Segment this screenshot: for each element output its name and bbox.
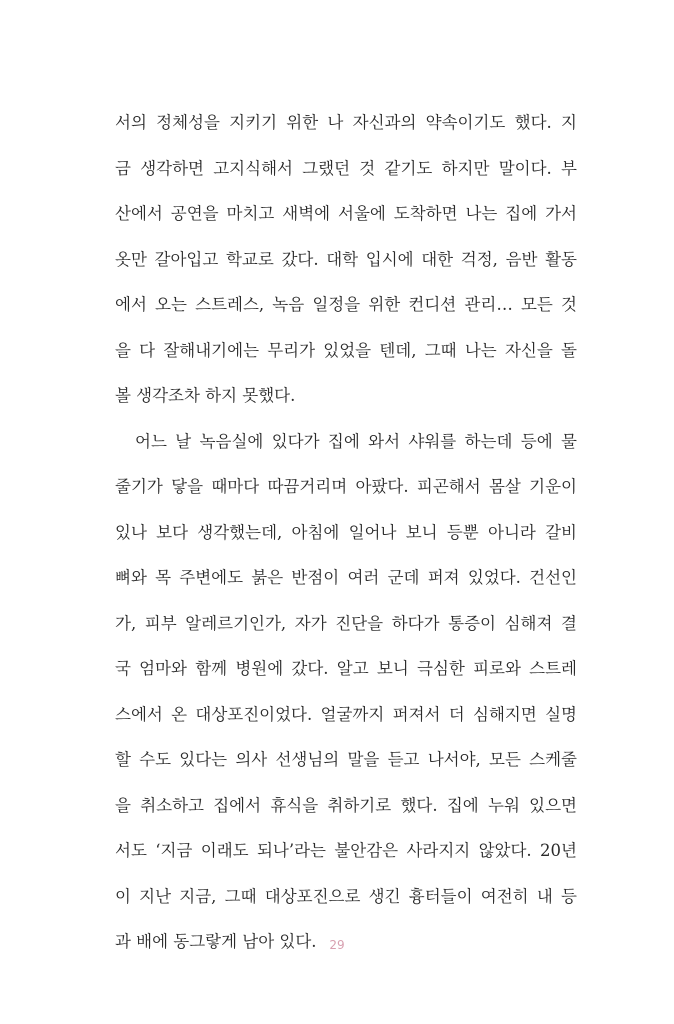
page-number: 29 <box>329 938 345 952</box>
text-line-indented: 어느 날 녹음실에 있다가 집에 와서 샤워를 하는데 등에 물 <box>135 431 577 451</box>
text-line: 할 수도 있다는 의사 선생님의 말을 듣고 나서야, 모든 스케줄 <box>115 750 577 769</box>
text-line: 가, 피부 알레르기인가, 자가 진단을 하다가 통증이 심해져 결 <box>115 613 577 633</box>
text-line: 과 배에 동그랗게 남아 있다. <box>115 932 317 951</box>
text-line: 서의 정체성을 지키기 위한 나 자신과의 약속이기도 했다. 지 <box>115 113 577 132</box>
text-line: 볼 생각조차 하지 못했다. <box>115 386 296 405</box>
text-line: 을 취소하고 집에서 휴식을 취하기로 했다. 집에 누워 있으면 <box>115 795 577 815</box>
text-line: 있나 보다 생각했는데, 아침에 일어나 보니 등뿐 아니라 갈비 <box>115 522 577 542</box>
text-line: 에서 오는 스트레스, 녹음 일정을 위한 컨디션 관리… 모든 것 <box>115 295 577 314</box>
text-line: 이 지난 지금, 그때 대상포진으로 생긴 흉터들이 여전히 내 등 <box>115 886 577 906</box>
text-line: 을 다 잘해내기에는 무리가 있었을 텐데, 그때 나는 자신을 돌 <box>115 340 577 360</box>
text-line: 국 엄마와 함께 병원에 갔다. 알고 보니 극심한 피로와 스트레 <box>115 659 577 678</box>
text-line: 스에서 온 대상포진이었다. 얼굴까지 퍼져서 더 심해지면 실명 <box>115 704 577 724</box>
text-line: 옷만 갈아입고 학교로 갔다. 대학 입시에 대한 걱정, 음반 활동 <box>115 249 577 269</box>
text-line: 서도 ‘지금 이래도 되나’라는 불안감은 사라지지 않았다. 20년 <box>115 841 577 860</box>
text-line: 줄기가 닿을 때마다 따끔거리며 아팠다. 피곤해서 몸살 기운이 <box>115 477 577 496</box>
text-line: 산에서 공연을 마치고 새벽에 서울에 도착하면 나는 집에 가서 <box>115 204 577 223</box>
body-text <box>115 100 577 965</box>
text-line: 뼈와 목 주변에도 붉은 반점이 여러 군데 퍼져 있었다. 건선인 <box>115 568 577 587</box>
text-line: 금 생각하면 고지식해서 그랬던 것 같기도 하지만 말이다. 부 <box>115 158 577 178</box>
